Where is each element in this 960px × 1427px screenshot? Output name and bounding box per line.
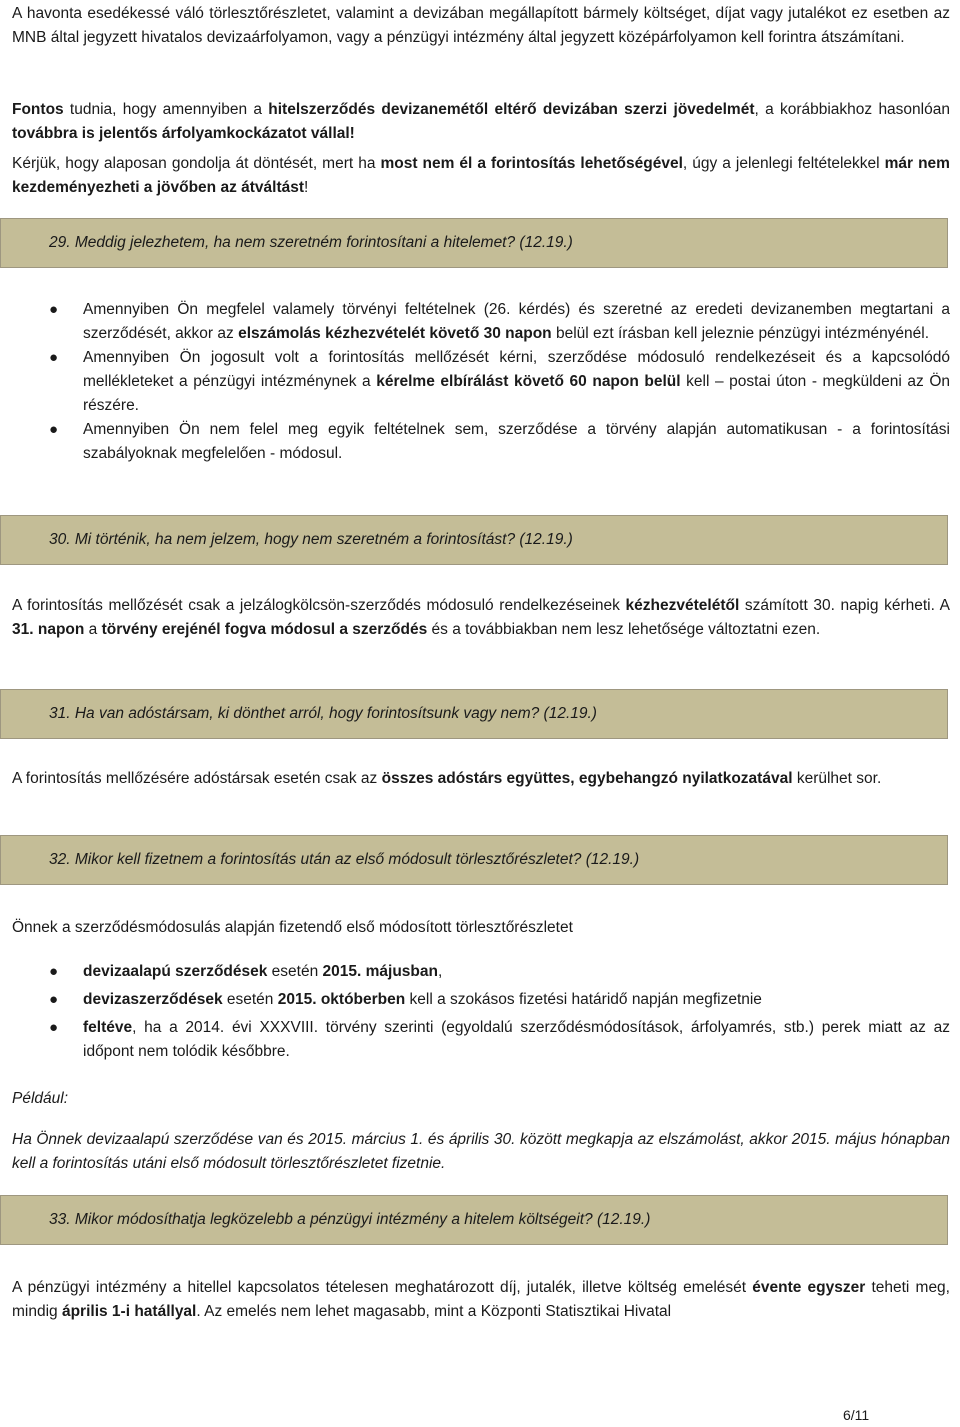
bullet-icon: ● — [49, 349, 59, 366]
example-paragraph: Ha Önnek devizaalapú szerződése van és 2015. március 1. és április 30. között megkapja az elszámolást, akkor 2015. május hónapban kell a forintosítás utáni első módosult törlesztőrészletet fizetnie. — [12, 1131, 950, 1172]
list-item: ● feltéve, ha a 2014. évi XXXVIII. törvény szerinti (egyoldalú szerződésmódosítások, árfolyamrés, stb.) perek miatt az az időpont nem tolódik későbbre. — [0, 1016, 950, 1064]
list-item: ● devizaszerződések esetén 2015. októberben kell a szokásos fizetési határidő napján megfizetnie — [0, 988, 950, 1012]
bullet-icon: ● — [49, 1019, 59, 1036]
bullet-list-32 — [0, 960, 950, 1064]
bullet-icon: ● — [49, 963, 59, 980]
list-item: ● Amennyiben Ön megfelel valamely törvényi feltételnek (26. kérdés) és szeretné az eredeti devizanemben megtartani a szerződését, akkor az elszámolás kézhezvételét követő 30 napon belül ezt írásban kell jeleznie pénzügyi intézményénél. — [0, 298, 950, 346]
paragraph-kerjuk: Kérjük, hogy alaposan gondolja át döntését, mert ha most nem él a forintosítás lehetőségével, úgy a jelenlegi feltételekkel már nem kezdeményezheti a jövőben az átváltást! — [12, 155, 950, 196]
list-item: ● Amennyiben Ön nem felel meg egyik feltételnek sem, szerződése a törvény alapján automatikusan - a forintosítási szabályoknak megfelelően - módosul. — [0, 418, 950, 466]
paragraph-30: A forintosítás mellőzését csak a jelzálogkölcsön-szerződés módosuló rendelkezéseinek kézhezvételétől számított 30. napig kérheti. A 31. napon a törvény erejénél fogva módosul a szerződés és a továbbiakban nem lesz lehetősége változtatni ezen. — [12, 597, 950, 638]
section-heading-33: 33. Mikor módosíthatja legközelebb a pénzügyi intézmény a hitelem költségeit? (12.19.) — [0, 1195, 948, 1245]
section-heading-32: 32. Mikor kell fizetnem a forintosítás után az első módosult törlesztőrészletet? (12.19.) — [0, 835, 948, 885]
paragraph-32: Önnek a szerződésmódosulás alapján fizetendő első módosított törlesztőrészletet — [12, 919, 573, 936]
page-number: 6/11 — [843, 1407, 870, 1423]
paragraph-fontos: Fontos tudnia, hogy amennyiben a hitelszerződés devizanemétől eltérő devizában szerzi jövedelmét, a korábbiakhoz hasonlóan továbbra is jelentős árfolyamkockázatot vállal! — [12, 101, 950, 142]
bullet-icon: ● — [49, 421, 59, 438]
bullet-list-29 — [0, 298, 950, 466]
section-heading-31: 31. Ha van adóstársam, ki dönthet arról, hogy forintosítsunk vagy nem? (12.19.) — [0, 689, 948, 739]
section-heading-30: 30. Mi történik, ha nem jelzem, hogy nem szeretném a forintosítást? (12.19.) — [0, 515, 948, 565]
section-heading-29: 29. Meddig jelezhetem, ha nem szeretném forintosítani a hitelemet? (12.19.) — [0, 218, 948, 268]
bullet-icon: ● — [49, 301, 59, 318]
paragraph-33: A pénzügyi intézmény a hitellel kapcsolatos tételesen meghatározott díj, jutalék, illetve költség emelését évente egyszer teheti meg, mindig április 1-i hatállyal. Az emelés nem lehet magasabb, mint a Központi Statisztikai Hivatal — [12, 1279, 950, 1320]
paragraph-31: A forintosítás mellőzésére adóstársak esetén csak az összes adóstárs együttes, egybehangzó nyilatkozatával kerülhet sor. — [12, 770, 882, 787]
example-label: Például: — [12, 1090, 69, 1107]
list-item: ● Amennyiben Ön jogosult volt a forintosítás mellőzését kérni, szerződése módosuló rendelkezéseit és a kapcsolódó mellékleteket a pénzügyi intézménynek a kérelme elbírálást követő 60 napon belül kell – postai úton - megküldeni az Ön részére. — [0, 346, 950, 418]
list-item: ● devizaalapú szerződések esetén 2015. májusban, — [0, 960, 950, 984]
bullet-icon: ● — [49, 991, 59, 1008]
paragraph-intro: A havonta esedékessé váló törlesztőrészletet, valamint a devizában megállapított bármely költséget, díjat vagy jutalékot ez esetben az MNB által jegyzett hivatalos devizaárfolyamon, vagy a pénzügyi intézmény által jegyzett középárfolyamon kell forintra átszámítani. — [12, 5, 950, 46]
